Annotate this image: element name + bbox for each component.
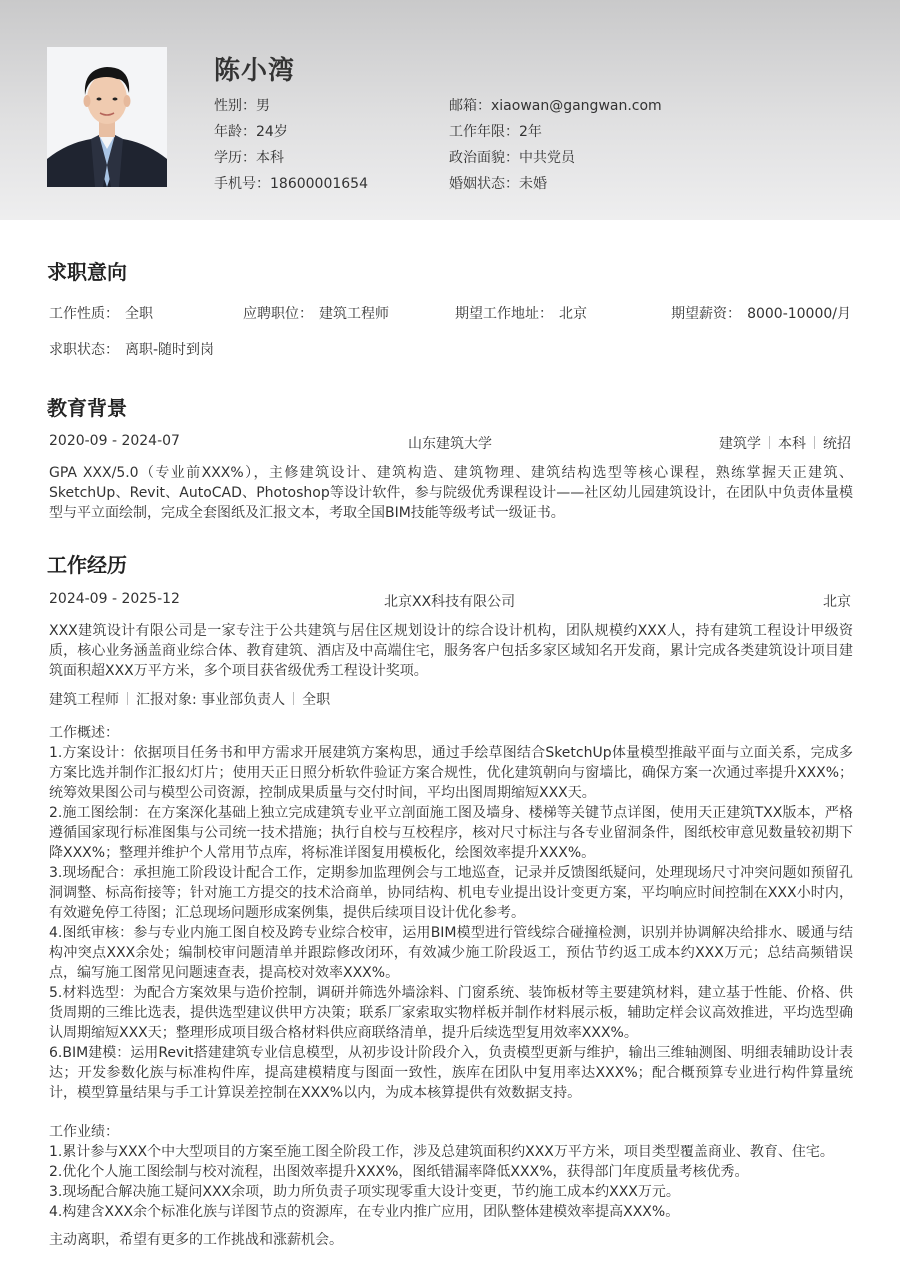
section-title-education: 教育背景	[47, 396, 127, 420]
education-period: 2020-09 - 2024-07	[49, 433, 180, 449]
overview-title: 工作概述：	[49, 725, 119, 741]
overview-item-3: 3.现场配合：承担施工阶段设计配合工作，定期参加监理例会与工地巡查，记录并反馈图纸疑问，处理现场尺寸冲突问题如预留孔洞调整、标高衔接等；针对施工方提交的技术洽商单，协同结构、机电专业提出设计变更方案，平均响应时间控制在XXX小时内，有效避免停工待图；汇总现场问题形成案例集，提供后续项目设计优化参考。	[49, 865, 853, 921]
divider	[127, 692, 128, 705]
profile-photo	[47, 47, 167, 187]
work-tags	[49, 689, 330, 709]
info-marital: 婚姻状态：未婚	[449, 176, 547, 192]
info-email: 邮箱：xiaowan@gangwan.com	[449, 98, 662, 114]
education-tags	[719, 433, 851, 453]
education-enroll: 统招	[823, 436, 851, 452]
education-description: GPA XXX/5.0（专业前XXX%），主修建筑设计、建筑构造、建筑物理、建筑结构选型等核心课程，熟练掌握天正建筑、SketchUp、Revit、AutoCAD、Photoshop等设计软件，参与院级优秀课程设计——社区幼儿园建筑设计，在团队中负责体量模型与平立面绘制，完成全套图纸及汇报文本，考取全国BIM技能等级考试一级证书。	[49, 465, 853, 521]
work-city: 北京	[823, 594, 851, 610]
divider	[769, 436, 770, 449]
avatar-portrait	[47, 47, 167, 187]
achievement-item-4: 4.构建含XXX余个标准化族与详图节点的资源库，在专业内推广应用，团队整体建模效率提高XXX%。	[49, 1204, 680, 1220]
profile-header	[0, 0, 900, 220]
overview-item-1: 1.方案设计：依据项目任务书和甲方需求开展建筑方案构思，通过手绘草图结合SketchUp体量模型推敲平面与立面关系，完成多方案比选并制作汇报幻灯片；使用天正日照分析软件验证方案合规性，优化建筑朝向与窗墙比，确保方案一次通过率提升XXX%；统筹效果图公司与模型公司资源，控制成果质量与交付时间，平均出图周期缩短XXX天。	[49, 745, 853, 801]
intent-salary	[671, 303, 851, 323]
intent-location-value: 北京	[559, 306, 587, 322]
intent-position-value: 建筑工程师	[319, 306, 389, 322]
overview-item-4: 4.图纸审核：参与专业内施工图自校及跨专业综合校审，运用BIM模型进行管线综合碰撞检测，识别并协调解决给排水、暖通与结构冲突点XXX余处；编制校审问题清单并跟踪修改闭环，有效减少施工阶段返工，预估节约返工成本约XXX万元；总结高频错误点，编写施工图常见问题速查表，提高校对效率XXX%。	[49, 925, 853, 981]
intent-type	[49, 303, 153, 323]
intent-status-label: 求职状态：	[49, 342, 119, 358]
overview-item-6: 6.BIM建模：运用Revit搭建建筑专业信息模型，从初步设计阶段介入，负责模型更新与维护，输出三维轴测图、明细表辅助设计表达；开发参数化族与标准构件库，提高建模精度与图面一致性，族库在团队中复用率达XXX%；配合概预算专业进行构件算量统计，模型算量结果与手工计算误差控制在XXX%以内，为成本核算提供有效数据支持。	[49, 1045, 853, 1101]
intent-status	[49, 339, 214, 359]
intent-location	[455, 303, 587, 323]
company-description: XXX建筑设计有限公司是一家专注于公共建筑与居住区规划设计的综合设计机构，团队规模约XXX人，持有建筑工程设计甲级资质，核心业务涵盖商业综合体、教育建筑、酒店及中高端住宅，服务客户包括多家区域知名开发商，累计完成各类建筑设计项目建筑面积超XXX万平方米，多个项目获省级优秀工程设计奖项。	[49, 623, 853, 679]
overview-item-2: 2.施工图绘制：在方案深化基础上独立完成建筑专业平立剖面施工图及墙身、楼梯等关键节点详图，使用天正建筑TXX版本，严格遵循国家现行标准图集与公司统一技术措施；执行自校与互校程序，核对尺寸标注与各专业留洞条件，图纸校审意见数量较初期下降XXX%；整理并维护个人常用节点库，将标准详图复用模板化，绘图效率提升XXX%。	[49, 805, 853, 861]
work-role: 建筑工程师	[49, 692, 119, 708]
intent-type-value: 全职	[125, 306, 153, 322]
intent-location-label: 期望工作地址：	[455, 306, 553, 322]
intent-position	[243, 303, 389, 323]
work-company: 北京XX科技有限公司	[384, 594, 516, 610]
info-phone: 手机号：18600001654	[214, 176, 368, 192]
intent-salary-value: 8000-10000/月	[747, 306, 851, 322]
intent-type-label: 工作性质：	[49, 306, 119, 322]
education-degree: 本科	[778, 436, 806, 452]
divider	[293, 692, 294, 705]
leave-reason: 主动离职，希望有更多的工作挑战和涨薪机会。	[49, 1232, 343, 1248]
info-age: 年龄：24岁	[214, 124, 288, 140]
candidate-name: 陈小湾	[214, 56, 296, 86]
info-education: 学历：本科	[214, 150, 284, 166]
education-major: 建筑学	[719, 436, 761, 452]
work-report: 汇报对象: 事业部负责人	[136, 692, 286, 708]
info-work-years: 工作年限：2年	[449, 124, 542, 140]
work-job-type: 全职	[302, 692, 331, 708]
achievement-item-1: 1.累计参与XXX个中大型项目的方案至施工图全阶段工作，涉及总建筑面积约XXX万平方米，项目类型覆盖商业、教育、住宅。	[49, 1144, 834, 1160]
work-period: 2024-09 - 2025-12	[49, 591, 180, 607]
achievements-title: 工作业绩：	[49, 1124, 119, 1140]
education-school: 山东建筑大学	[408, 436, 492, 452]
achievement-item-3: 3.现场配合解决施工疑问XXX余项，助力所负责子项实现零重大设计变更，节约施工成本约XXX万元。	[49, 1184, 680, 1200]
section-title-intent: 求职意向	[47, 260, 127, 284]
section-title-work: 工作经历	[47, 553, 127, 577]
intent-status-value: 离职-随时到岗	[125, 342, 215, 358]
intent-position-label: 应聘职位：	[243, 306, 313, 322]
achievement-item-2: 2.优化个人施工图绘制与校对流程，出图效率提升XXX%，图纸错漏率降低XXX%，获得部门年度质量考核优秀。	[49, 1164, 749, 1180]
overview-item-5: 5.材料选型：为配合方案效果与造价控制，调研并筛选外墙涂料、门窗系统、装饰板材等主要建筑材料，建立基于性能、价格、供货周期的三维比选表，提供选型建议供甲方决策；联系厂家索取实物样板并制作材料展示板，辅助定样会议高效推进，平均选型确认周期缩短XXX天；整理形成项目级合格材料供应商联络清单，提升后续选型复用效率XXX%。	[49, 985, 853, 1041]
divider	[814, 436, 815, 449]
info-gender: 性别：男	[214, 98, 270, 114]
info-political: 政治面貌：中共党员	[449, 150, 575, 166]
intent-salary-label: 期望薪资：	[671, 306, 742, 322]
